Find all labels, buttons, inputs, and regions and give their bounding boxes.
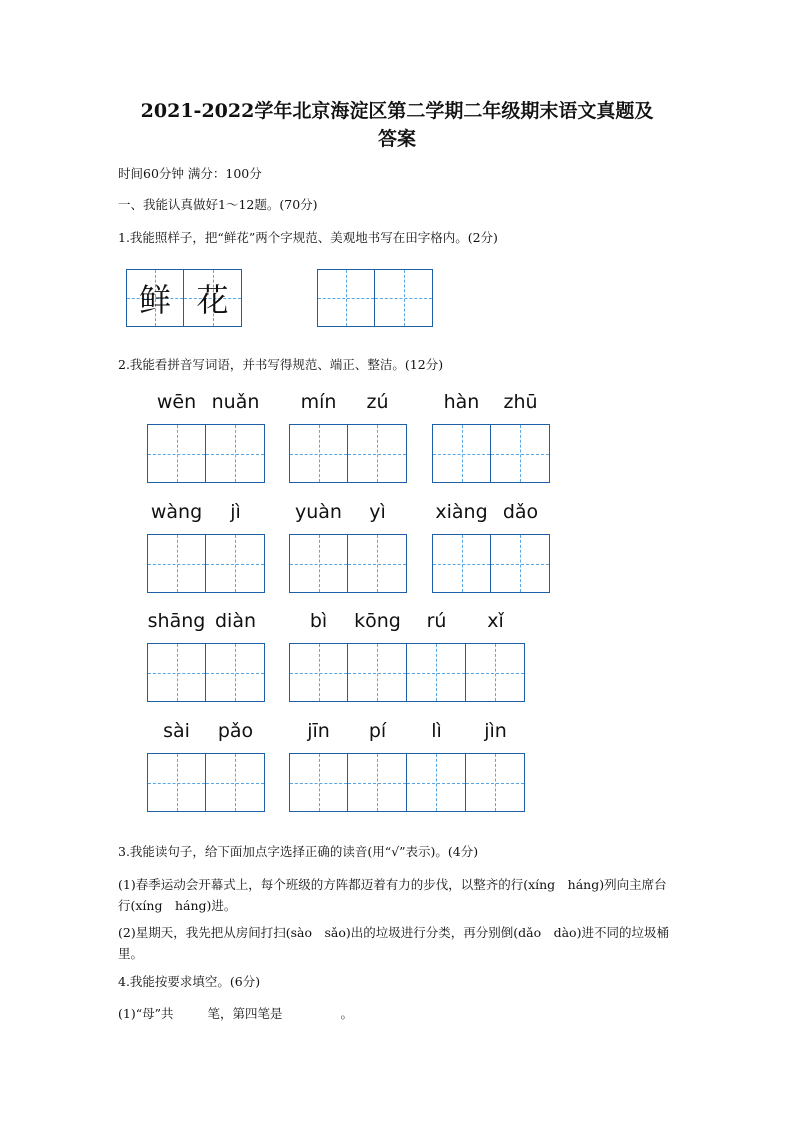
page-title-line2: 答案 — [377, 128, 416, 150]
grid-cell[interactable] — [466, 643, 525, 702]
pinyin-label: zhū — [503, 391, 538, 413]
grid-cell[interactable] — [348, 534, 407, 593]
writing-grid[interactable] — [289, 424, 407, 483]
q4-1-text-b: 笔，第四笔是 — [207, 1006, 283, 1021]
grid-cell[interactable] — [491, 424, 550, 483]
question-3: 3.我能读句子，给下面加点字选择正确的读音(用“√”表示)。(4分) — [118, 844, 479, 859]
grid-cell[interactable] — [407, 643, 466, 702]
q4-1-text-c: 。 — [340, 1006, 354, 1021]
writing-grid[interactable] — [147, 534, 265, 593]
grid-cell[interactable] — [289, 753, 348, 812]
writing-grid[interactable] — [289, 534, 407, 593]
pinyin-label: wēn — [156, 391, 197, 413]
grid-cell[interactable] — [206, 643, 265, 702]
grid-cell[interactable] — [375, 269, 433, 327]
writing-grid[interactable] — [289, 753, 525, 812]
grid-cell[interactable] — [289, 424, 348, 483]
question-3-item-2: (2)星期天，我先把从房间打扫(sào sǎo)出的垃圾进行分类，再分别倒(dǎo dào)进不同的垃圾桶里。 — [118, 925, 669, 961]
question-4-item-1 — [118, 1004, 353, 1024]
pinyin-label: lì — [431, 720, 442, 742]
question-4: 4.我能按要求填空。(6分) — [118, 974, 261, 989]
pinyin-label: xǐ — [487, 610, 504, 632]
writing-grid[interactable] — [147, 643, 265, 702]
pinyin-label: zú — [366, 391, 389, 413]
pinyin-label: xiàng — [435, 501, 488, 523]
grid-cell[interactable] — [206, 424, 265, 483]
grid-cell[interactable] — [206, 534, 265, 593]
q4-1-text-a: (1)“母”共 — [118, 1006, 174, 1021]
pinyin-label: jīn — [307, 720, 330, 742]
grid-cell[interactable] — [147, 534, 206, 593]
pinyin-label: rú — [426, 610, 447, 632]
pinyin-label: dǎo — [502, 501, 539, 523]
grid-cell[interactable] — [348, 753, 407, 812]
grid-cell[interactable] — [206, 753, 265, 812]
grid-cell[interactable] — [432, 424, 491, 483]
writing-grid[interactable] — [289, 643, 525, 702]
writing-grid[interactable] — [147, 753, 265, 812]
grid-cell[interactable] — [147, 643, 206, 702]
pinyin-label: yuàn — [295, 501, 342, 523]
question-1: 1.我能照样子，把“鲜花”两个字规范、美观地书写在田字格内。(2分) — [118, 230, 498, 245]
pinyin-label: pǎo — [217, 720, 254, 742]
writing-grid[interactable] — [432, 424, 550, 483]
pinyin-label: sài — [163, 720, 190, 742]
answer-grid[interactable] — [317, 269, 433, 327]
question-2: 2.我能看拼音写词语，并书写得规范、端正、整洁。(12分) — [118, 357, 444, 372]
grid-cell[interactable] — [147, 424, 206, 483]
grid-cell[interactable] — [491, 534, 550, 593]
grid-cell — [184, 269, 242, 327]
pinyin-label: diàn — [214, 610, 257, 632]
grid-cell[interactable] — [289, 643, 348, 702]
grid-cell[interactable] — [432, 534, 491, 593]
grid-cell[interactable] — [466, 753, 525, 812]
exam-meta: 时间60分钟 满分：100分 — [118, 166, 262, 181]
pinyin-label: pí — [368, 720, 387, 742]
section-heading: 一、我能认真做好1～12题。(70分) — [118, 197, 318, 212]
pinyin-label: wàng — [150, 501, 203, 523]
grid-cell[interactable] — [147, 753, 206, 812]
grid-cell[interactable] — [348, 424, 407, 483]
pinyin-label: mín — [300, 391, 337, 413]
example-char: 鲜 — [138, 281, 171, 319]
pinyin-label: yì — [369, 501, 386, 523]
grid-cell — [126, 269, 184, 327]
pinyin-label: jìn — [484, 720, 507, 742]
pinyin-label: shāng — [147, 610, 206, 632]
grid-cell[interactable] — [289, 534, 348, 593]
grid-cell[interactable] — [348, 643, 407, 702]
example-char: 花 — [196, 281, 229, 319]
grid-cell[interactable] — [317, 269, 375, 327]
pinyin-label: kōng — [354, 610, 401, 632]
page-title-line1: 2021-2022学年北京海淀区第二学期二年级期末语文真题及 — [140, 100, 654, 122]
writing-grid[interactable] — [432, 534, 550, 593]
pinyin-label: jì — [230, 501, 241, 523]
writing-grid[interactable] — [147, 424, 265, 483]
example-grid — [126, 269, 242, 327]
question-3-item-1: (1)春季运动会开幕式上，每个班级的方阵都迈着有力的步伐，以整齐的行(xíng háng)列向主席台行(xíng háng)进。 — [118, 877, 667, 913]
pinyin-label: hàn — [443, 391, 480, 413]
pinyin-label: nuǎn — [211, 391, 260, 413]
grid-cell[interactable] — [407, 753, 466, 812]
pinyin-label: bì — [309, 610, 328, 632]
